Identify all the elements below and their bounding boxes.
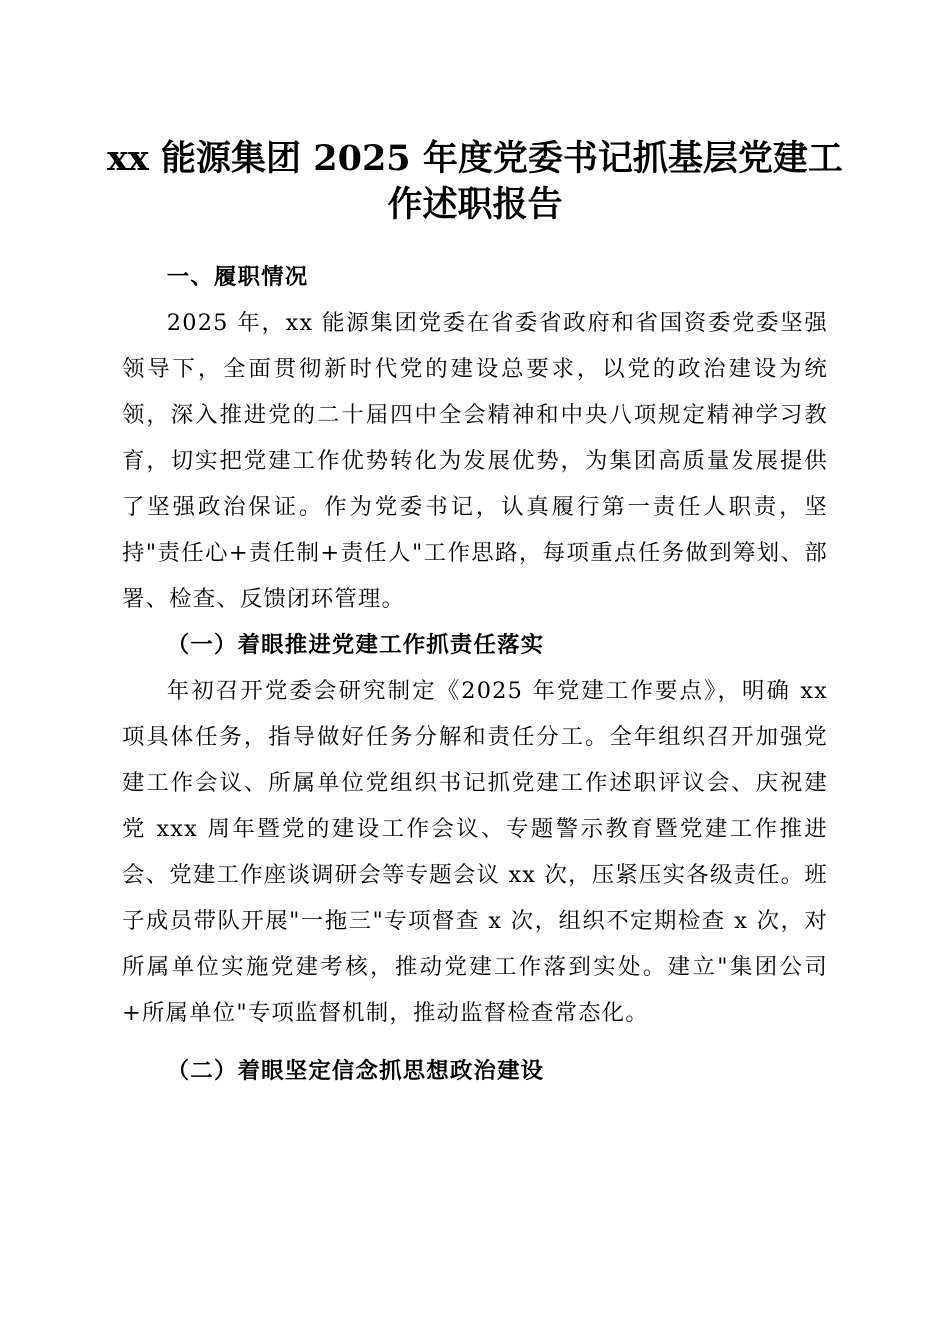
section-heading-performance: 一、履职情况 bbox=[166, 264, 309, 290]
responsibility-paragraph: 年初召开党委会研究制定《2025 年党建工作要点》，明确 xx 项具体任务，指导做好任务分解和责任分工。全年组织召开加强党建工作会议、所属单位党组织书记抓党建工作述职评议会、庆祝建党 xxx 周年暨党的建设工作会议、专题警示教育暨党建工作推进会、党建工作座谈调研会等专题会议 xx 次，压紧压实各级责任。班子成员带队开展"一拖三"专项督查 x 次，组织不定期检查 x 次，对所属单位实施党建考核，推动党建工作落到实处。建立"集团公司+所属单位"专项监督机制，推动监督检查常态化。 bbox=[122, 678, 828, 1026]
document-body bbox=[122, 254, 828, 1094]
intro-paragraph: 2025 年，xx 能源集团党委在省委省政府和省国资委党委坚强领导下，全面贯彻新时代党的建设总要求，以党的政治建设为统领，深入推进党的二十届四中全会精神和中央八项规定精神学习教育，切实把党建工作优势转化为发展优势，为集团高质量发展提供了坚强政治保证。作为党委书记，认真履行第一责任人职责，坚持"责任心+责任制+责任人"工作思路，每项重点任务做到筹划、部署、检查、反馈闭环管理。 bbox=[122, 310, 828, 612]
subsection-heading-responsibility: （一）着眼推进党建工作抓责任落实 bbox=[166, 632, 545, 658]
title-line-2: 作述职报告 bbox=[387, 184, 563, 225]
subsection-heading-ideology: （二）着眼坚定信念抓思想政治建设 bbox=[166, 1058, 545, 1084]
title-line-1: xx 能源集团 2025 年度党委书记抓基层党建工 bbox=[107, 138, 843, 179]
spacer bbox=[122, 1036, 828, 1048]
document-title bbox=[100, 136, 850, 228]
